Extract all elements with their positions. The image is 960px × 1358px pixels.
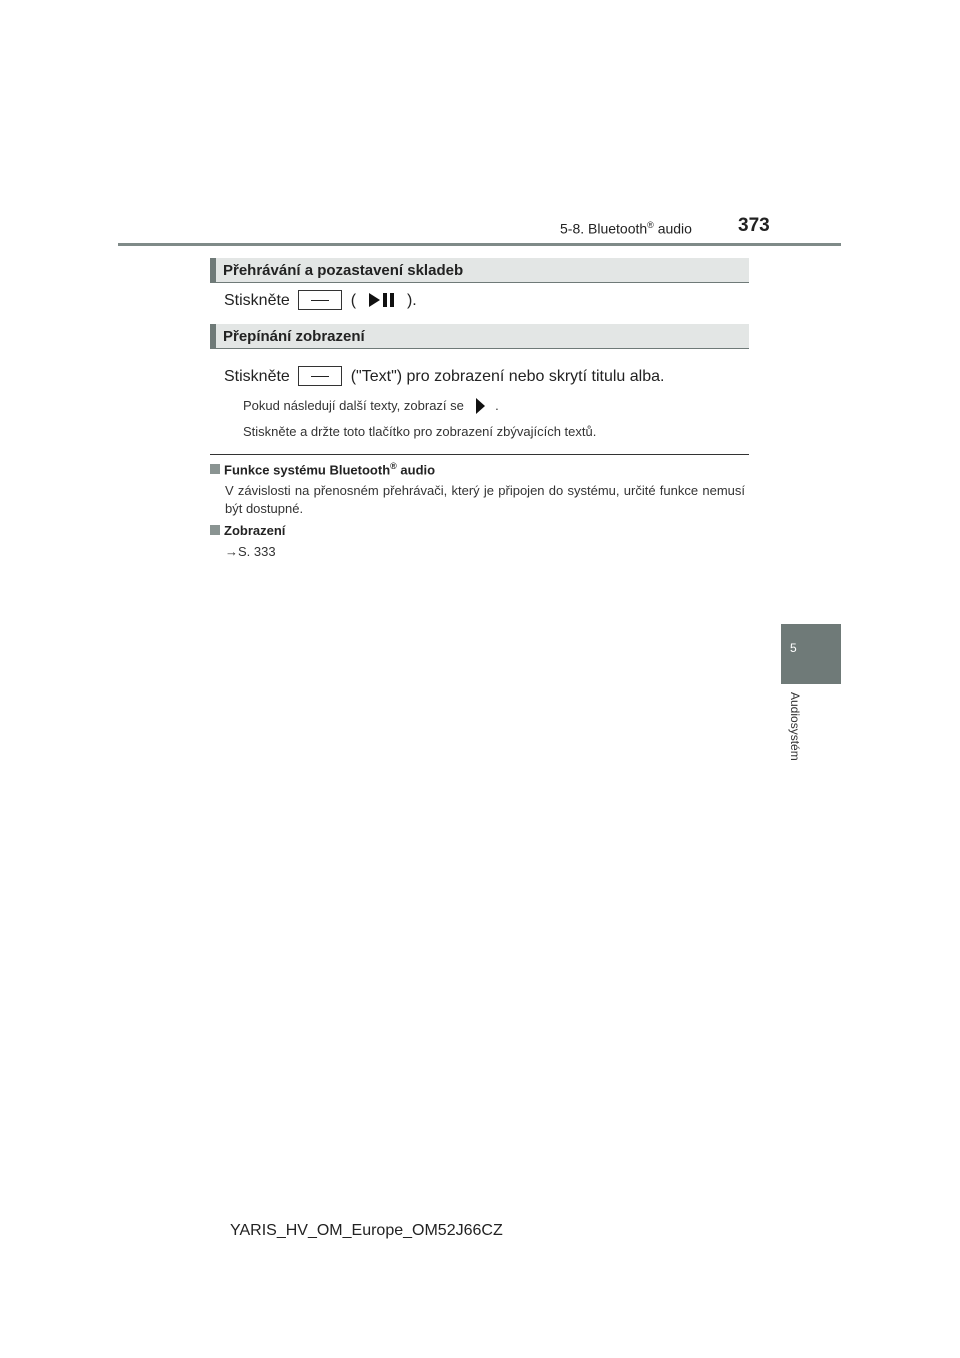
play-pause-icon — [367, 292, 397, 308]
chapter-label: Audiosystém — [788, 692, 802, 761]
note-title-bluetooth: Funkce systému Bluetooth® audio — [210, 461, 435, 477]
button-key-icon — [298, 290, 342, 310]
note-text-bluetooth: V závislosti na přenosném přehrávači, který je připojen do systému, určité funkce nemusí být dostupné. — [225, 483, 745, 516]
chapter-tab — [781, 624, 841, 684]
section-heading-display: Přepínání zobrazení — [210, 324, 749, 349]
display-tip-hold: Stiskněte a držte toto tlačítko pro zobrazení zbývajících textů. — [243, 424, 597, 439]
notes-divider — [210, 454, 749, 455]
note-page-reference: →S. 333 — [225, 544, 276, 559]
document-code: YARIS_HV_OM_Europe_OM52J66CZ — [230, 1222, 503, 1239]
page-number: 373 — [738, 215, 770, 236]
header-rule — [118, 243, 841, 246]
more-text-arrow-icon — [474, 397, 486, 415]
square-bullet-icon — [210, 464, 220, 474]
section-title: 5-8. Bluetooth® audio — [560, 220, 692, 237]
display-instruction: Stiskněte ("Text") pro zobrazení nebo skrytí titulu alba. — [224, 368, 665, 385]
square-bullet-icon — [210, 525, 220, 535]
chapter-number: 5 — [790, 641, 797, 655]
button-key-icon — [298, 366, 342, 386]
playback-instruction: Stiskněte ( ). — [224, 292, 417, 309]
display-tip-more-text: Pokud následují další texty, zobrazí se . — [243, 398, 499, 413]
section-heading-playback: Přehrávání a pozastavení skladeb — [210, 258, 749, 283]
note-title-display: Zobrazení — [210, 523, 285, 538]
